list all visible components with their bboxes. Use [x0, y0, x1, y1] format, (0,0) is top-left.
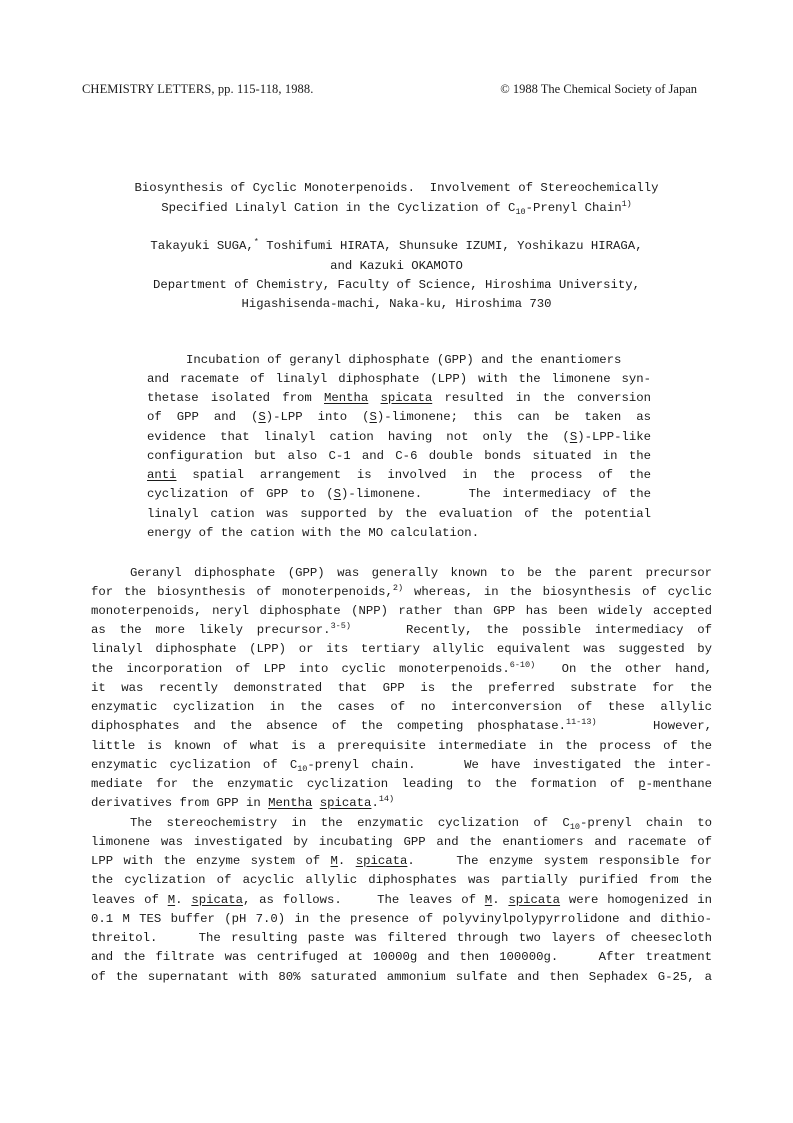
body-line: leaves of M. spicata, as follows. The leaves of M. spicata were homogenized in: [91, 893, 713, 907]
body-line: diphosphates and the absence of the competing phosphatase.$^{11-13)}$ However,: [91, 717, 712, 733]
body-line: enzymatic cyclization in the cases of no interconversion of these allylic: [91, 700, 712, 714]
body-line: 0.1 M TES buffer (pH 7.0) in the presence of polyvinylpolypyrrolidone and dithio-: [91, 912, 712, 926]
abstract-line: energy of the cation with the MO calculation.: [147, 526, 480, 540]
abstract-line: cyclization of GPP to (S)-limonene. The intermediacy of the: [147, 487, 651, 501]
title-line-1: Biosynthesis of Cyclic Monoterpenoids. Involvement of Stereochemically: [134, 181, 659, 195]
abstract-line: configuration but also C-1 and C-6 double bonds situated in the: [147, 449, 651, 463]
reference-mark: 11-13): [565, 717, 597, 727]
corresponding-author-mark: *: [253, 237, 259, 247]
body-line: enzymatic cyclization of $C_{10}$-prenyl chain. We have investigated the inter-: [91, 758, 712, 774]
body-line: the cyclization of acyclic allylic diphosphates was partially purified from the: [91, 873, 712, 887]
title-line-2: Specified Linalyl Cation in the Cyclization of $C_{10}$-Prenyl Chain$^{1)}$: [161, 199, 632, 217]
abstract-line: of GPP and (S)-LPP into (S)-limonene; this can be taken as: [147, 410, 651, 424]
journal-citation: CHEMISTRY LETTERS, pp. 115-118, 1988.: [82, 82, 314, 96]
authors-line-2: and Kazuki OKAMOTO: [330, 259, 463, 273]
reference-mark: 3-5): [330, 621, 351, 631]
body-line: The stereochemistry in the enzymatic cyclization of $C_{10}$-prenyl chain to: [130, 816, 712, 832]
authors-line-1: Takayuki SUGA,* Toshifumi HIRATA, Shunsuke IZUMI, Yoshikazu HIRAGA,: [150, 237, 643, 253]
abstract-line: anti spatial arrangement is involved in the process of the: [147, 468, 651, 482]
body-line: monoterpenoids, neryl diphosphate (NPP) rather than GPP has been widely accepted: [91, 604, 712, 618]
copyright-notice: © 1988 The Chemical Society of Japan: [500, 82, 697, 96]
body-line: mediate for the enzymatic cyclization leading to the formation of p-menthane: [91, 777, 712, 791]
body-line: LPP with the enzyme system of M. spicata. The enzyme system responsible for: [91, 854, 712, 868]
body-line: limonene was investigated by incubating GPP and the enantiomers and racemate of: [91, 835, 712, 849]
body-line: for the biosynthesis of monoterpenoids,$^{2)}$ whereas, in the biosynthesis of cyclic: [91, 583, 713, 599]
abstract-line: and racemate of linalyl diphosphate (LPP) with the limonene syn-: [147, 372, 651, 386]
running-head: [82, 82, 697, 98]
abstract-line: Incubation of geranyl diphosphate (GPP) and the enantiomers: [186, 353, 622, 367]
reference-mark: 2): [392, 583, 404, 593]
body-line: linalyl diphosphate (LPP) or its tertiary allylic equivalent was suggested by: [91, 642, 712, 656]
abstract-line: thetase isolated from Mentha spicata resulted in the conversion: [147, 391, 651, 405]
reference-mark: 6-10): [509, 660, 536, 670]
body-line: the incorporation of LPP into cyclic monoterpenoids.$^{6-10)}$ On the other hand,: [91, 660, 712, 676]
abstract-line: linalyl cation was supported by the evaluation of the potential: [147, 507, 651, 521]
body-line: Geranyl diphosphate (GPP) was generally known to be the parent precursor: [130, 566, 712, 580]
abstract-line: evidence that linalyl cation having not only the (S)-LPP-like: [147, 430, 651, 444]
body-line: of the supernatant with 80% saturated ammonium sulfate and then Sephadex G-25, a: [91, 970, 712, 984]
body-line: as the more likely precursor.$^{3-5)}$ Recently, the possible intermediacy of: [91, 621, 712, 637]
reference-mark: 14): [378, 794, 395, 804]
body-line: derivatives from GPP in Mentha spicata.$^{14)}$: [91, 794, 395, 810]
affiliation-line-2: Higashisenda-machi, Naka-ku, Hiroshima 730: [241, 297, 552, 311]
affiliation-line-1: Department of Chemistry, Faculty of Science, Hiroshima University,: [152, 278, 641, 292]
body-line: little is known of what is a prerequisite intermediate in the process of the: [91, 739, 712, 753]
body-line: it was recently demonstrated that GPP is the preferred substrate for the: [91, 681, 712, 695]
body-line: threitol. The resulting paste was filtered through two layers of cheesecloth: [91, 931, 712, 945]
body-line: and the filtrate was centrifuged at 10000g and then 100000g. After treatment: [91, 950, 712, 964]
